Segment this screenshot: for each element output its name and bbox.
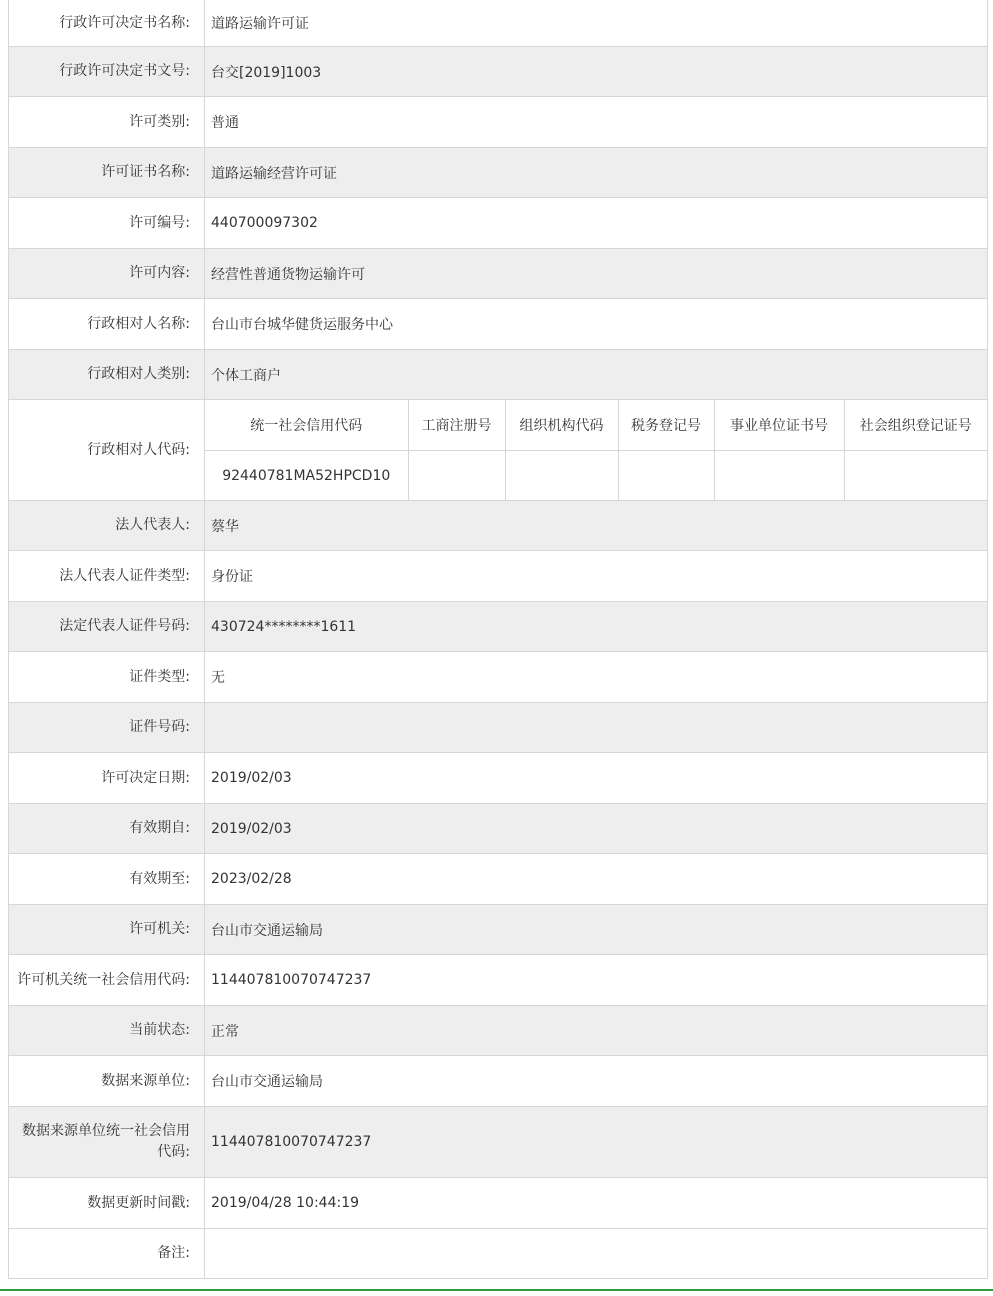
field-label: 许可决定日期:	[9, 753, 205, 803]
field-label: 许可编号:	[9, 198, 205, 248]
row-id-number	[9, 703, 987, 753]
field-label: 行政相对人名称:	[9, 299, 205, 349]
field-label: 法人代表人:	[9, 501, 205, 550]
codes-cell	[205, 400, 987, 500]
field-value: 2023/02/28	[211, 871, 292, 887]
field-value: 台交[2019]1003	[211, 64, 322, 81]
field-value	[205, 703, 987, 752]
field-value: 2019/02/03	[211, 770, 292, 786]
field-label: 行政相对人代码:	[9, 400, 205, 500]
row-update-timestamp	[9, 1178, 987, 1229]
row-data-source	[9, 1056, 987, 1107]
row-representative-id-number	[9, 602, 987, 652]
field-value: 台山市交通运输局	[211, 922, 323, 939]
row-license-content	[9, 249, 987, 299]
row-license-category	[9, 97, 987, 148]
row-licensing-authority	[9, 905, 987, 955]
field-label: 证件号码:	[9, 703, 205, 752]
row-remarks	[9, 1229, 987, 1279]
row-current-status	[9, 1006, 987, 1056]
codes-header-social-org-registration: 社会组织登记证号	[844, 400, 987, 451]
field-label: 行政许可决定书名称:	[9, 0, 205, 46]
field-value: 正常	[211, 1023, 239, 1040]
row-party-type	[9, 350, 987, 400]
field-value: 台山市交通运输局	[211, 1074, 323, 1090]
codes-header-credit-code: 统一社会信用代码	[205, 400, 408, 451]
codes-value-business-registration	[408, 451, 505, 502]
field-value: 道路运输经营许可证	[211, 165, 337, 182]
field-label: 数据更新时间戳:	[9, 1178, 205, 1228]
field-label: 法人代表人证件类型:	[9, 551, 205, 601]
row-representative-id-type	[9, 551, 987, 602]
field-label: 有效期至:	[9, 854, 205, 904]
row-decision-number	[9, 47, 987, 97]
field-label: 数据来源单位:	[9, 1056, 205, 1106]
row-data-source-credit-code	[9, 1107, 987, 1178]
field-value: 经营性普通货物运输许可	[211, 266, 365, 283]
row-valid-from	[9, 804, 987, 854]
field-label: 行政许可决定书文号:	[9, 47, 205, 96]
codes-value-organization-code	[505, 451, 618, 502]
field-value: 普通	[211, 115, 239, 131]
row-id-type	[9, 652, 987, 703]
codes-header-business-registration: 工商注册号	[408, 400, 505, 451]
field-value: 道路运输许可证	[211, 16, 309, 32]
field-label: 许可证书名称:	[9, 148, 205, 197]
codes-header-tax-registration: 税务登记号	[618, 400, 714, 451]
field-value: 个体工商户	[211, 367, 281, 384]
codes-header-organization-code: 组织机构代码	[505, 400, 618, 451]
field-label: 许可机关统一社会信用代码:	[9, 955, 205, 1005]
field-label: 当前状态:	[9, 1006, 205, 1055]
field-value: 114407810070747237	[211, 972, 372, 988]
row-decision-name	[9, 0, 987, 47]
row-license-number	[9, 198, 987, 249]
field-value: 身份证	[211, 569, 253, 585]
field-value	[205, 1229, 987, 1278]
field-value: 440700097302	[211, 215, 318, 231]
field-value: 2019/04/28 10:44:19	[211, 1195, 360, 1211]
field-label: 行政相对人类别:	[9, 350, 205, 399]
row-decision-date	[9, 753, 987, 804]
field-value: 430724********1611	[211, 618, 357, 635]
codes-value-tax-registration	[618, 451, 714, 502]
row-legal-representative	[9, 501, 987, 551]
field-value: 无	[211, 670, 225, 686]
field-label: 许可内容:	[9, 249, 205, 298]
field-value: 蔡华	[211, 518, 239, 535]
field-label: 证件类型:	[9, 652, 205, 702]
field-label: 有效期自:	[9, 804, 205, 853]
party-codes-table	[205, 400, 987, 501]
codes-header-institution-certificate: 事业单位证书号	[714, 400, 844, 451]
row-valid-to	[9, 854, 987, 905]
row-certificate-name	[9, 148, 987, 198]
field-label: 数据来源单位统一社会信用代码:	[9, 1107, 205, 1177]
codes-header-row	[205, 400, 987, 451]
field-label: 许可机关:	[9, 905, 205, 954]
field-value: 114407810070747237	[211, 1134, 372, 1150]
license-detail-table	[8, 0, 988, 1279]
codes-value-row	[205, 451, 987, 502]
row-party-codes	[9, 400, 987, 501]
row-authority-credit-code	[9, 955, 987, 1006]
codes-value-credit-code: 92440781MA52HPCD10	[205, 451, 408, 502]
row-party-name	[9, 299, 987, 350]
field-value: 2019/02/03	[211, 820, 292, 837]
codes-value-social-org-registration	[844, 451, 987, 502]
codes-value-institution-certificate	[714, 451, 844, 502]
footer-divider	[0, 1289, 993, 1291]
field-label: 备注:	[9, 1229, 205, 1278]
field-value: 台山市台城华健货运服务中心	[211, 317, 393, 333]
field-label: 法定代表人证件号码:	[9, 602, 205, 651]
field-label: 许可类别:	[9, 97, 205, 147]
